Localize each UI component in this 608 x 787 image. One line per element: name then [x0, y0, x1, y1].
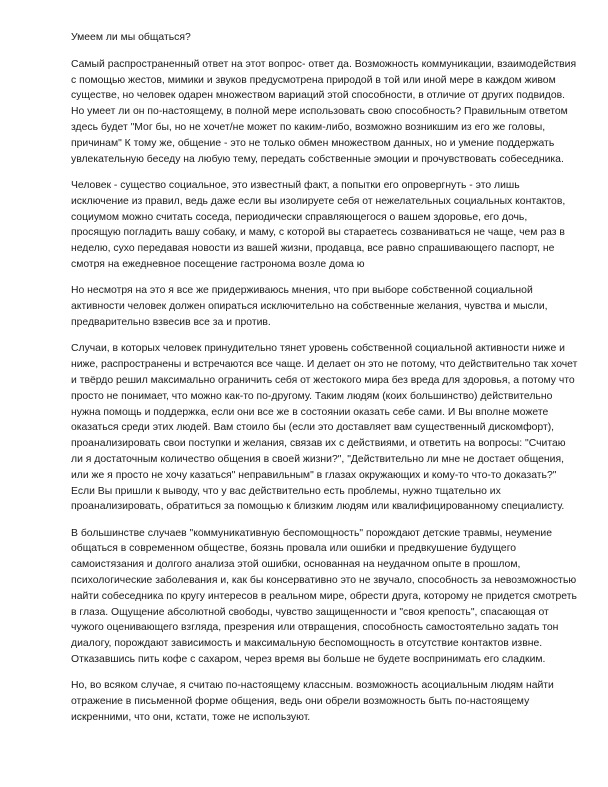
paragraph-7: Но, во всяком случае, я считаю по-настоящему классным. возможность асоциальным людям найти отражение в письменной форме общения, ведь они обрели возможность быть по-настоящему искренними, что они, кстати, тоже не используют. — [71, 680, 554, 724]
paragraph-5: Случаи, в которых человек принудительно тянет уровень собственной социальной активности ниже и ниже, распространены и встречаются все чаще. И делает он это не потому, что действительно так хочет и твёрдо решил максимально ограничить себя от жестокого мира без вреда для здоровья, а потому что просто не понимает, что можно как-то по-другому. Таким людям (коих большинство) действительно нужна помощь и поддержка, если они все же в состоянии оказать себе сами. И Вы вполне можете оказаться среди этих людей. Вам стоило бы (если это доставляет вам существенный дискомфорт), проанализировать свои поступки и желания, связав их с действиями, и ответить на вопросы: "Считаю ли я достаточным количество общения в своей жизни?", "Действительно ли мне не достает общения, или же я просто не хочу казаться" неправильным" в глазах окружающих и кому-то что-то доказать?" Если Вы пришли к выводу, что у вас действительно есть проблемы, нужно тщательно их проанализировать, обратиться за помощью к близким людям или квалифицированному специалисту. — [71, 343, 578, 513]
paragraph-1: Самый распространенный ответ на этот вопрос- ответ да. Возможность коммуникации, взаимодействия с помощью жестов, мимики и звуков предусмотрена природой в той или иной мере в каждом живом существе, но человек одарен множеством вариаций этой способности, в отличие от других подвидов. — [71, 58, 577, 102]
paragraph-6: В большинстве случаев "коммуникативную беспомощность" порождают детские травмы, неумение общаться в современном обществе, боязнь провала или ошибки и предвкушение будущего самоистязания и долгого анализа этой ошибки, основанная на неудачном опыте в прошлом, психологические заболевания и, как бы консервативно это не звучало, способность за невозможностью найти собеседника по кругу интересов в реальном мире, обрести друга, которому не придется смотреть в глаза. Ощущение абсолютной свободы, чувство защищенности и "своя крепость", спасающая от чужого оценивающего взгляда, презрения или отвращения, способность самостоятельно задать тон диалогу, порождают зависимость и максимальную беспомощность в отсутствие контактов извне. Отказавшись пить кофе с сахаром, через время вы больше не будете воспринимать его сладким. — [71, 527, 577, 666]
paragraph-2: Но умеет ли он по-настоящему, в полной мере использовать свою способность? Правильным ответом здесь будет "Мог бы, но не хочет/не может по каким-либо, возможно возникшим из его же головы, причинам" К тому же, общение - это не только обмен множеством данных, но и умение поддержать увлекательную беседу на любую тему, передать собственные эмоции и прочувствовать собеседника. — [71, 106, 568, 165]
document-title: Умеем ли мы общаться? — [71, 32, 191, 43]
paragraph-4: Но несмотря на это я все же придерживаюсь мнения, что при выборе собственной социальной активности человек должен опираться исключительно на собственные желания, чувства и мысли, предварительно взвесив все за и против. — [71, 285, 548, 328]
paragraph-3: Человек - существо социальное, это известный факт, а попытки его опровергнуть - это лишь исключение из правил, ведь даже если вы изолируете себя от нежелательных социальных контактов, социумом можно считать соседа, периодически справляющегося о вашем здоровье, его дочь, просящую погладить вашу собаку, и маму, с которой вы стараетесь созваниваться не чаще, чем раз в неделю, сухо передавая новости из вашей жизни, продавца, все равно спрашивающего паспорт, не смотря на ежедневное посещение гастронома возле дома ю — [71, 179, 566, 270]
